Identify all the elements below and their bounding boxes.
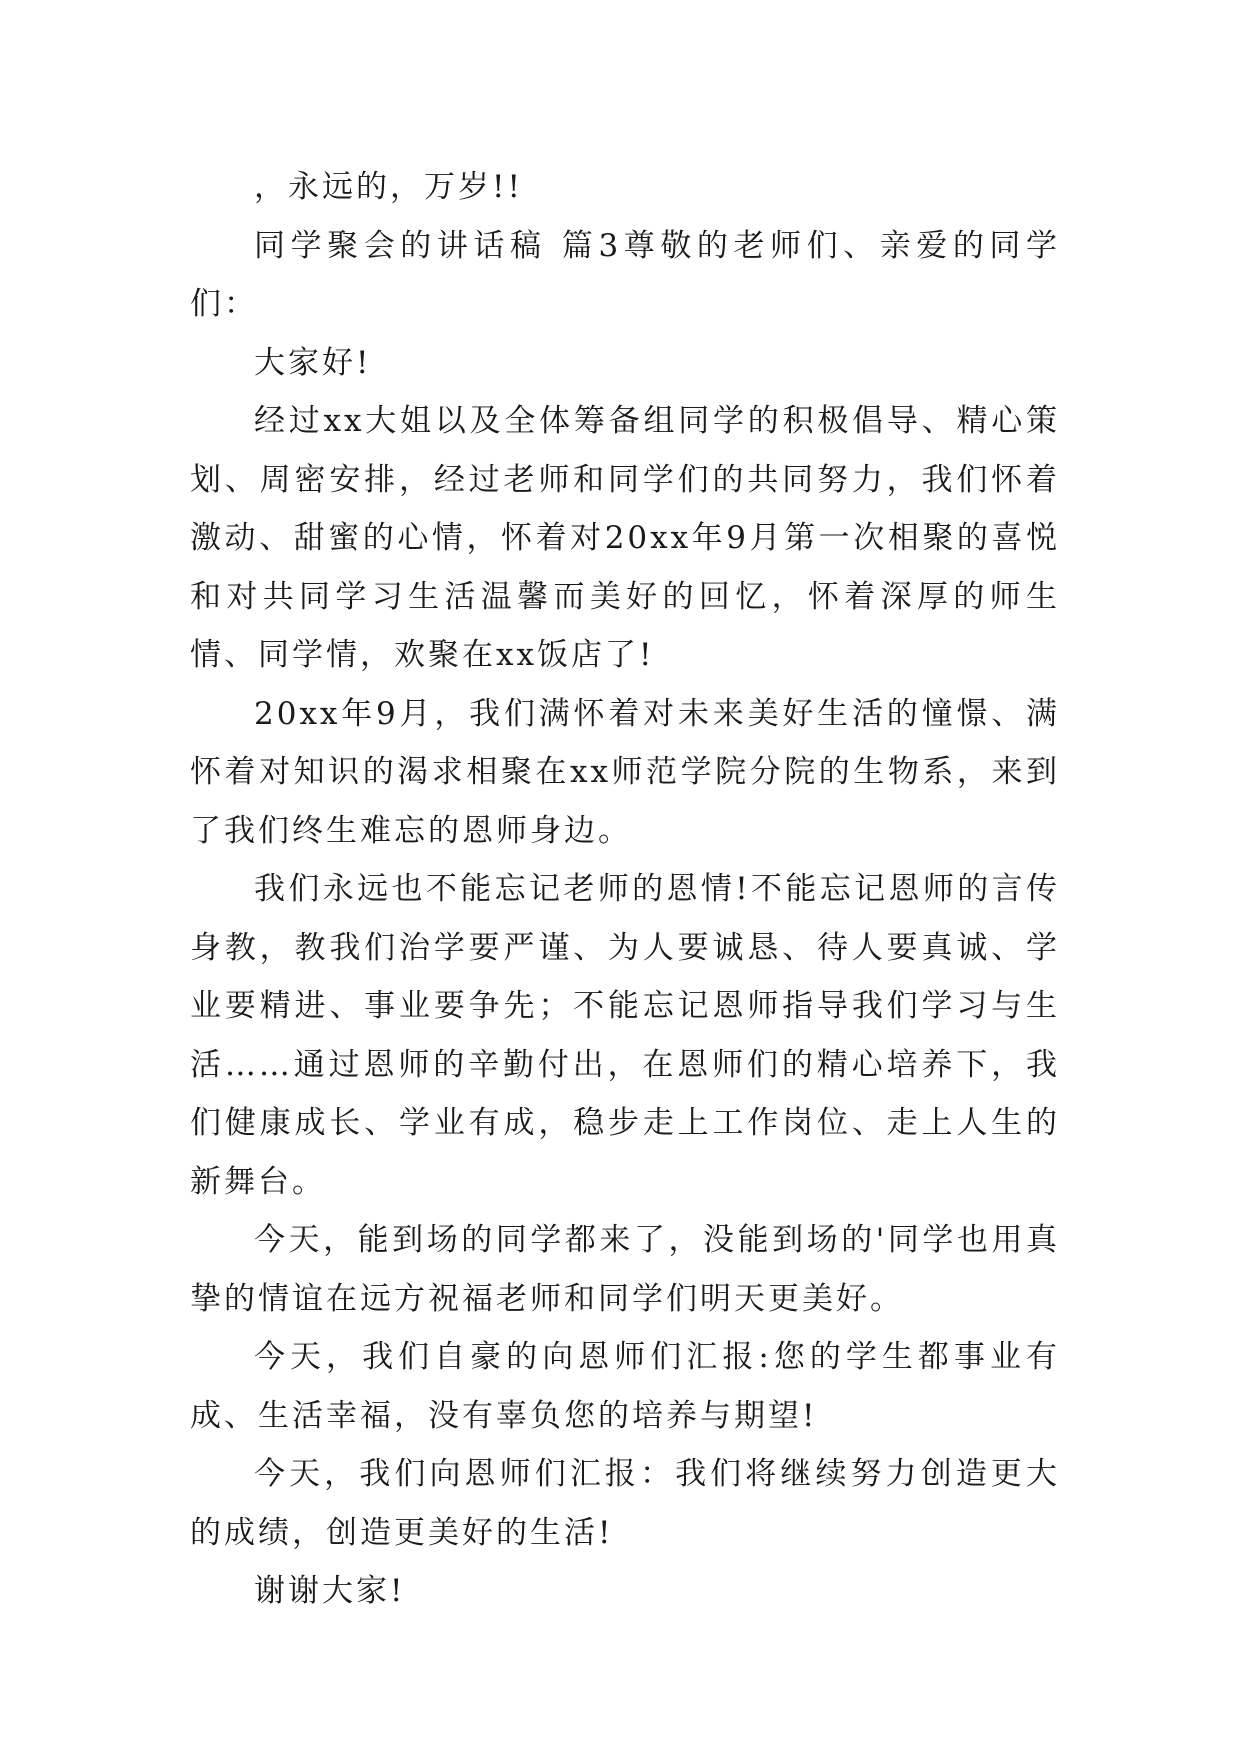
document-body: [190, 158, 1060, 1621]
paragraph-speech-title: 同学聚会的讲话稿 篇3尊敬的老师们、亲爱的同学们：: [190, 227, 1060, 322]
paragraph-report-achievements: 今天，我们自豪的向恩师们汇报:您的学生都事业有成、生活幸福，没有辜负您的培养与期望!: [190, 1339, 1060, 1434]
paragraph-gratitude: 我们永远也不能忘记老师的恩情!不能忘记恩师的言传身教，教我们治学要严谨、为人要诚恳、待人要真诚、学业要精进、事业要争先；不能忘记恩师指导我们学习与生活……通过恩师的辛勤付出，在恩师们的精心培养下，我们健康成长、学业有成，稳步走上工作岗位、走上人生的新舞台。: [190, 871, 1060, 1200]
paragraph-thanks: 谢谢大家!: [254, 1573, 406, 1609]
paragraph-memories: 20xx年9月，我们满怀着对未来美好生活的憧憬、满怀着对知识的渴求相聚在xx师范学院分院的生物系，来到了我们终生难忘的恩师身边。: [190, 695, 1060, 849]
paragraph-closing-cheer: ，永远的，万岁!!: [254, 169, 523, 205]
paragraph-attendance: 今天，能到场的同学都来了，没能到场的'同学也用真挚的情谊在远方祝福老师和同学们明天更美好。: [190, 1222, 1060, 1317]
paragraph-report-future: 今天，我们向恩师们汇报：我们将继续努力创造更大的成绩，创造更美好的生活!: [190, 1456, 1060, 1551]
paragraph-reunion-intro: 经过xx大姐以及全体筹备组同学的积极倡导、精心策划、周密安排，经过老师和同学们的共同努力，我们怀着激动、甜蜜的心情，怀着对20xx年9月第一次相聚的喜悦和对共同学习生活温馨而美好的回忆，怀着深厚的师生情、同学情，欢聚在xx饭店了!: [190, 403, 1060, 673]
paragraph-greeting: 大家好!: [254, 344, 372, 381]
